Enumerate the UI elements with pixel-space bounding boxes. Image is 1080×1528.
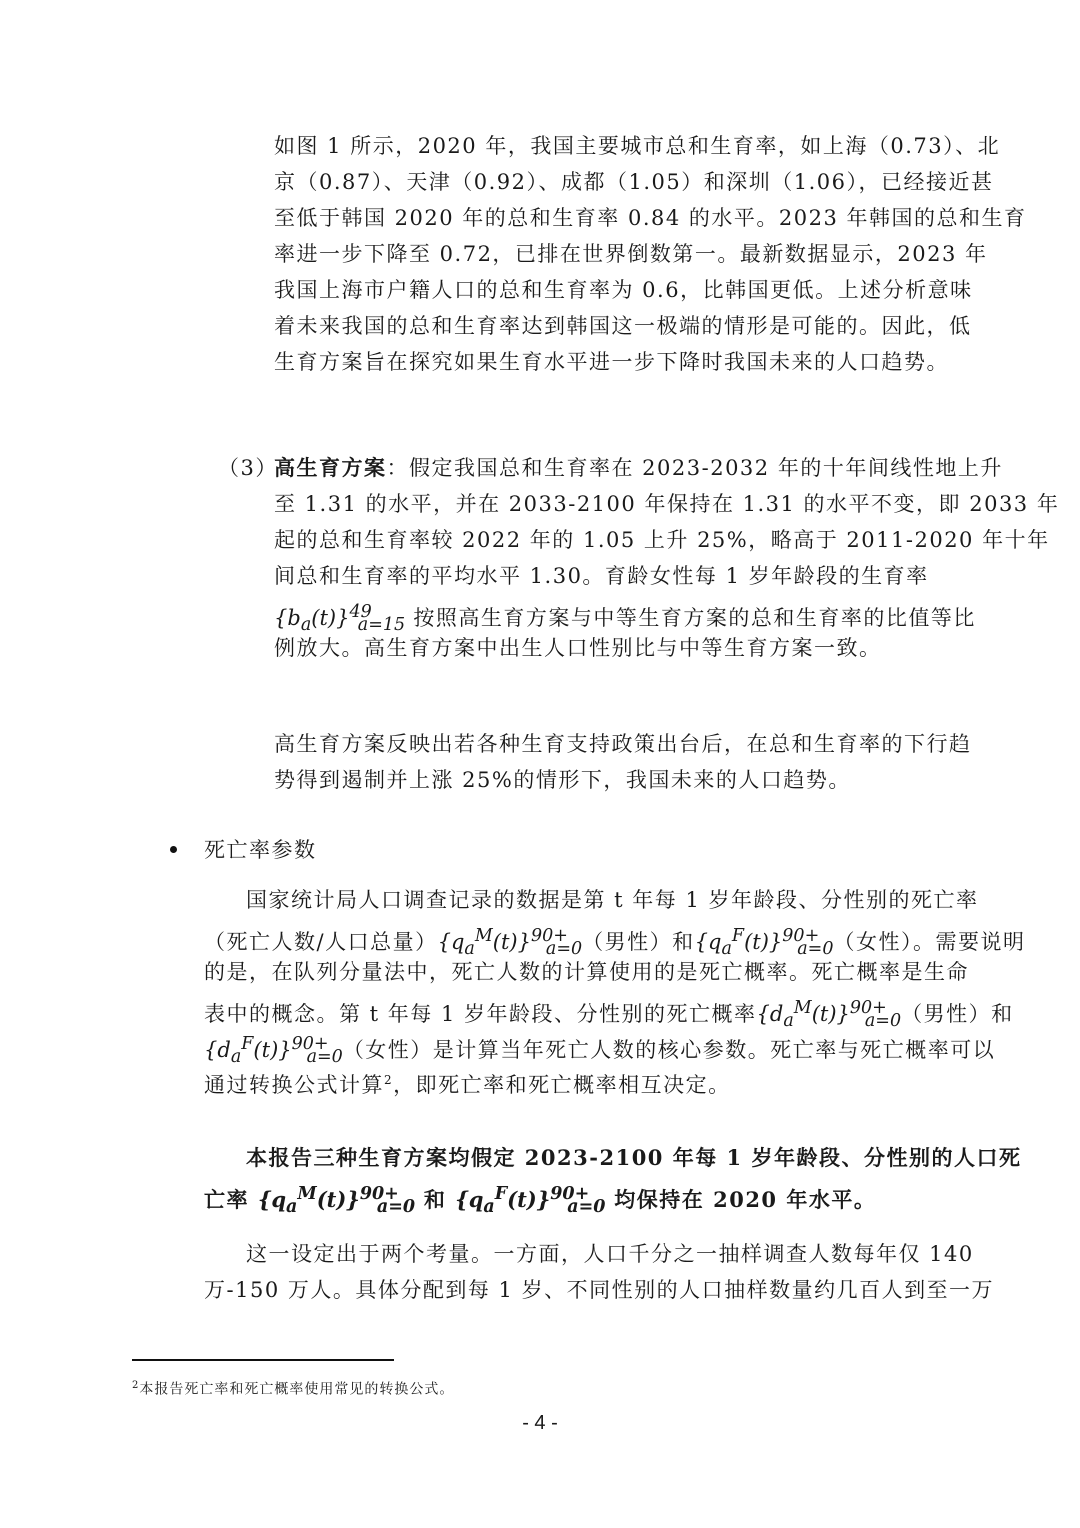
paragraph-high-fertility-reflection: [274, 726, 972, 798]
footnote-marker[interactable]: 2: [384, 1073, 394, 1087]
text-line: [204, 1062, 954, 1098]
math-death-prob-male: $\{d_a^M(t)\}^{90+}_{a=0}$: [756, 998, 902, 1032]
text-span: 通过转换公式计算: [204, 1073, 384, 1097]
footnote-number: 2: [132, 1380, 140, 1391]
text-span: （男性）和: [901, 1002, 1014, 1026]
text-line: [204, 1176, 954, 1218]
math-death-prob-female: $\{d_a^F(t)\}^{90+}_{a=0}$: [204, 1034, 343, 1068]
text-span: 均保持在 2020 年水平。: [605, 1187, 877, 1212]
math-mortality-male: $\{q_a^M(t)\}^{90+}_{a=0}$: [437, 926, 583, 960]
text-span: （女性）。需要说明: [833, 930, 1026, 954]
math-mortality-male: $\{q_a^M(t)\}^{90+}_{a=0}$: [257, 1184, 416, 1218]
text-line: [274, 594, 976, 636]
text-line: 势得到遏制并上涨 25%的情形下，我国未来的人口趋势。: [274, 768, 851, 792]
text-line: [204, 990, 1014, 1032]
math-fertility-rate: $\{b_a(t)\}^{49}_{a=15}$: [274, 602, 406, 636]
text-span: 和: [415, 1187, 456, 1212]
text-line: 生育方案旨在探究如果生育水平进一步下降时我国未来的人口趋势。: [274, 350, 949, 374]
text-line: 本报告三种生育方案均假定 2023-2100 年每 1 岁年龄段、分性别的人口死: [246, 1145, 1022, 1170]
text-line: 例放大。高生育方案中出生人口性别比与中等生育方案一致。: [274, 636, 882, 660]
text-span: 亡率: [204, 1187, 258, 1212]
text-line: 至低于韩国 2020 年的总和生育率 0.84 的水平。2023 年韩国的总和生育: [274, 206, 1027, 230]
scenario-high-fertility: [274, 450, 1060, 666]
text-line: 如图 1 所示，2020 年，我国主要城市总和生育率，如上海（0.73）、北: [274, 134, 1001, 158]
text-line: 这一设定出于两个考量。一方面，人口千分之一抽样调查人数每年仅 140: [246, 1242, 974, 1266]
text-span: 按照高生育方案与中等生育方案的总和生育率的比值等比: [405, 606, 976, 630]
text-span: ：假定我国总和生育率在 2023-2032 年的十年间线性地上升: [386, 456, 1003, 480]
section-heading-mortality: 死亡率参数: [204, 838, 317, 862]
footnote: [132, 1376, 454, 1400]
bullet-dot: [170, 846, 177, 853]
text-line: 高生育方案反映出若各种生育支持政策出台后，在总和生育率的下行趋: [274, 732, 972, 756]
footnote-divider: [132, 1359, 394, 1361]
page-number: - 4 -: [522, 1412, 558, 1434]
text-line: 起的总和生育率较 2022 年的 1.05 上升 25%，略高于 2011-2020 年十年: [274, 528, 1050, 552]
text-line: [204, 1026, 996, 1068]
paragraph-mortality-assumption: [204, 1140, 1022, 1218]
text-span: （女性）是计算当年死亡人数的核心参数。死亡率与死亡概率可以: [342, 1038, 996, 1062]
paragraph-mortality: [204, 882, 1026, 1098]
paragraph-considerations: [204, 1236, 995, 1308]
text-line: 我国上海市户籍人口的总和生育率为 0.6，比韩国更低。上述分析意味: [274, 278, 973, 302]
text-line: 率进一步下降至 0.72，已排在世界倒数第一。最新数据显示，2023 年: [274, 242, 988, 266]
text-span: （男性）和: [582, 930, 695, 954]
text-line: 的是，在队列分量法中，死亡人数的计算使用的是死亡概率。死亡概率是生命: [204, 960, 969, 984]
text-span: 表中的概念。第 t 年每 1 岁年龄段、分性别的死亡概率: [204, 1002, 757, 1026]
paragraph-low-fertility: [274, 128, 1027, 380]
text-line: [274, 450, 1003, 486]
math-mortality-female: $\{q_a^F(t)\}^{90+}_{a=0}$: [694, 926, 834, 960]
text-span: ，即死亡率和死亡概率相互决定。: [393, 1073, 731, 1097]
text-line: 京（0.87）、天津（0.92）、成都（1.05）和深圳（1.06），已经接近甚: [274, 170, 994, 194]
text-line: 间总和生育率的平均水平 1.30。育龄女性每 1 岁年龄段的生育率: [274, 564, 929, 588]
text-line: 国家统计局人口调查记录的数据是第 t 年每 1 岁年龄段、分性别的死亡率: [246, 888, 979, 912]
text-span: （死亡人数/人口总量）: [204, 930, 438, 954]
text-line: 着未来我国的总和生育率达到韩国这一极端的情形是可能的。因此，低: [274, 314, 972, 338]
text-line: [204, 918, 1026, 960]
math-mortality-female: $\{q_a^F(t)\}^{90+}_{a=0}$: [455, 1184, 606, 1218]
footnote-text: 本报告死亡率和死亡概率使用常见的转换公式。: [139, 1381, 455, 1398]
text-line: 至 1.31 的水平，并在 2033-2100 年保持在 1.31 的水平不变，即 2033 年: [274, 492, 1060, 516]
scenario-number: （3）: [218, 456, 278, 480]
scenario-title: 高生育方案: [274, 455, 387, 480]
text-line: 万-150 万人。具体分配到每 1 岁、不同性别的人口抽样数量约几百人到至一万: [204, 1278, 995, 1302]
